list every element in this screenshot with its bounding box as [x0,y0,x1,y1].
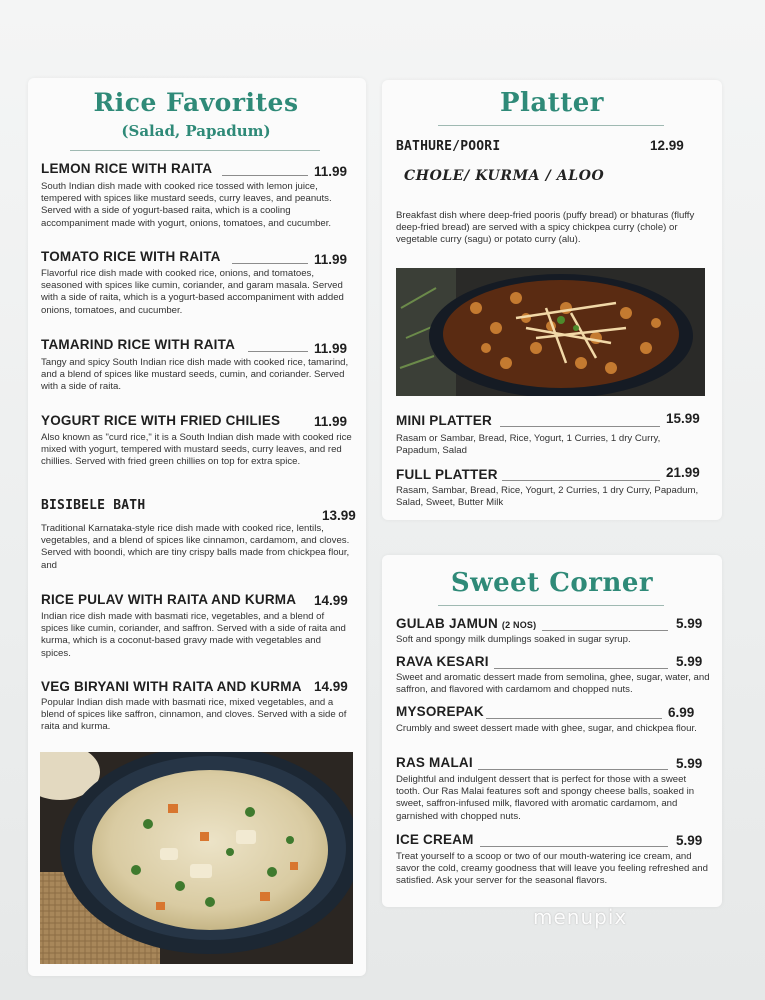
rice-favorites-subtitle: (Salad, Papadum) [121,122,271,140]
menu-item-description: Indian rice dish made with basmati rice, vegetables, and a blend of spices like cumin, coriander, and saffron. Served with a side of raita and kurma, which is a coconut-based gravy made with vegetables and spices. [41,611,346,659]
menu-item-price: 15.99 [666,411,700,426]
menu-item-name: TOMATO RICE WITH RAITA [41,249,221,264]
chole-curry-photo [396,268,705,396]
menu-item-price: 5.99 [676,833,703,848]
item-quantity: (2 NOS) [501,620,537,630]
dot-leader [232,263,308,264]
menu-item-price: 14.99 [314,679,348,694]
platter-title: Platter [499,88,605,118]
vegetable-kurma-photo [40,752,353,964]
dot-leader [478,769,668,770]
menu-item-description: Crumbly and sweet dessert made with ghee, sugar, and chickpea flour. [396,723,697,734]
menu-item-price: 12.99 [650,138,684,153]
menu-item-description: Tangy and spicy South Indian rice dish made with cooked rice, tamarind, and a blend of spices like mustard seeds, cumin, and coriander. Served with a side of raita. [41,357,349,393]
menu-item-description: Treat yourself to a scoop or two of our mouth-watering ice cream, and savor the cold, creamy goodness that will leave you feeling refreshed and satisfied. Ask your server for the seasonal flavors. [396,851,708,887]
menu-item-name: BATHURE/POORI [396,139,501,154]
menu-item-price: 5.99 [676,616,703,631]
menu-item-price: 5.99 [676,756,703,771]
menu-item-name: MYSOREPAK [396,704,484,719]
dot-leader [248,351,308,352]
dot-leader [542,630,668,631]
menu-item-price: 11.99 [314,252,348,267]
menu-item-name: FULL PLATTER [396,467,498,482]
dot-leader [500,426,660,427]
menu-item-price: 11.99 [314,164,348,179]
sweet-corner-title: Sweet Corner [450,568,654,598]
menu-item-description: Breakfast dish where deep-fried pooris (puffy bread) or bhaturas (fluffy deep-fried bread) are served with a spicy chickpea curry (chole) or vegetable curry (sagu) or potato curry (alu). [396,210,695,246]
menu-item-price: 14.99 [314,593,348,608]
menu-item-description: South Indian dish made with cooked rice tossed with lemon juice, tempered with spices like mustard seeds, curry leaves, and peanuts. Served with a side of yogurt-based raita, which is a cooling accompaniment made with yogurt, onions, tomatoes, and cucumber. [41,181,332,229]
dot-leader [222,175,308,176]
menu-item-name: RICE PULAV WITH RAITA AND KURMA [41,592,297,607]
menu-item-name: RAVA KESARI [396,654,489,669]
menu-item-name: ICE CREAM [396,832,474,847]
menu-item-description: Soft and spongy milk dumplings soaked in sugar syrup. [396,634,631,645]
menu-item-price: 13.99 [322,508,356,523]
menu-item-description: Rasam, Sambar, Bread, Rice, Yogurt, 2 Curries, 1 dry Curry, Papadum, Salad, Sweet, Butter Milk [396,485,699,509]
menu-item-name: RAS MALAI [396,755,473,770]
dot-leader [502,480,660,481]
title-divider [438,125,664,126]
menu-item-name: LEMON RICE WITH RAITA [41,161,213,176]
menu-item-description: Also known as "curd rice," it is a South Indian dish made with cooked rice mixed with yogurt, tempered with mustard seeds, curry leaves, and red chillies. Served with fried green chillies on top for extra spice. [41,432,352,468]
title-divider [438,605,664,606]
menu-item-description: Sweet and aromatic dessert made from semolina, ghee, sugar, water, and saffron, and flavored with cardamom and chopped nuts. [396,672,710,696]
dot-leader [494,668,668,669]
dot-leader [480,846,668,847]
menu-item-description: Flavorful rice dish made with cooked rice, onions, and tomatoes, seasoned with spices like cumin, coriander, and garam masala. Served with a side of raita, which is a yogurt-based accompaniment with added onions, tomatoes, and cucumber. [41,268,344,316]
menu-item-description: Rasam or Sambar, Bread, Rice, Yogurt, 1 Curries, 1 dry Curry, Papadum, Salad [396,433,661,457]
menu-item-description: Popular Indian dish made with basmati rice, mixed vegetables, and a blend of spices like saffron, cinnamon, and cloves. Served with a side of raita and kurma. [41,697,347,733]
menu-item-name [396,616,536,631]
item-name-text: GULAB JAMUN [396,616,498,631]
platter-curry-options: CHOLE/ KURMA / ALOO [404,168,605,184]
menu-item-price: 6.99 [668,705,695,720]
menu-item-name: VEG BIRYANI WITH RAITA AND KURMA [41,679,302,694]
menu-item-price: 5.99 [676,654,703,669]
rice-favorites-title: Rice Favorites [93,88,299,117]
menu-item-description: Traditional Karnataka-style rice dish made with cooked rice, lentils, vegetables, and a blend of spices like cinnamon, cardamom, and cloves. Served with boondi, which are tiny crispy balls made from chickpea flour, and [41,523,350,571]
dot-leader [486,718,662,719]
menu-item-name: BISIBELE BATH [41,498,146,513]
menu-item-price: 11.99 [314,414,348,429]
menu-item-name: YOGURT RICE WITH FRIED CHILIES [41,413,281,428]
menu-item-price: 11.99 [314,341,348,356]
menu-item-name: TAMARIND RICE WITH RAITA [41,337,236,352]
title-divider [70,150,320,151]
menu-item-name: MINI PLATTER [396,413,492,428]
menu-item-price: 21.99 [666,465,700,480]
menu-item-description: Delightful and indulgent dessert that is perfect for those with a sweet tooth. Our Ras Malai features soft and spongy cheese balls, soaked in sweet, saffron-infused milk, flavored with aromatic cardamom, and garnished with chopped nuts. [396,774,695,822]
watermark: menupix [533,905,628,929]
